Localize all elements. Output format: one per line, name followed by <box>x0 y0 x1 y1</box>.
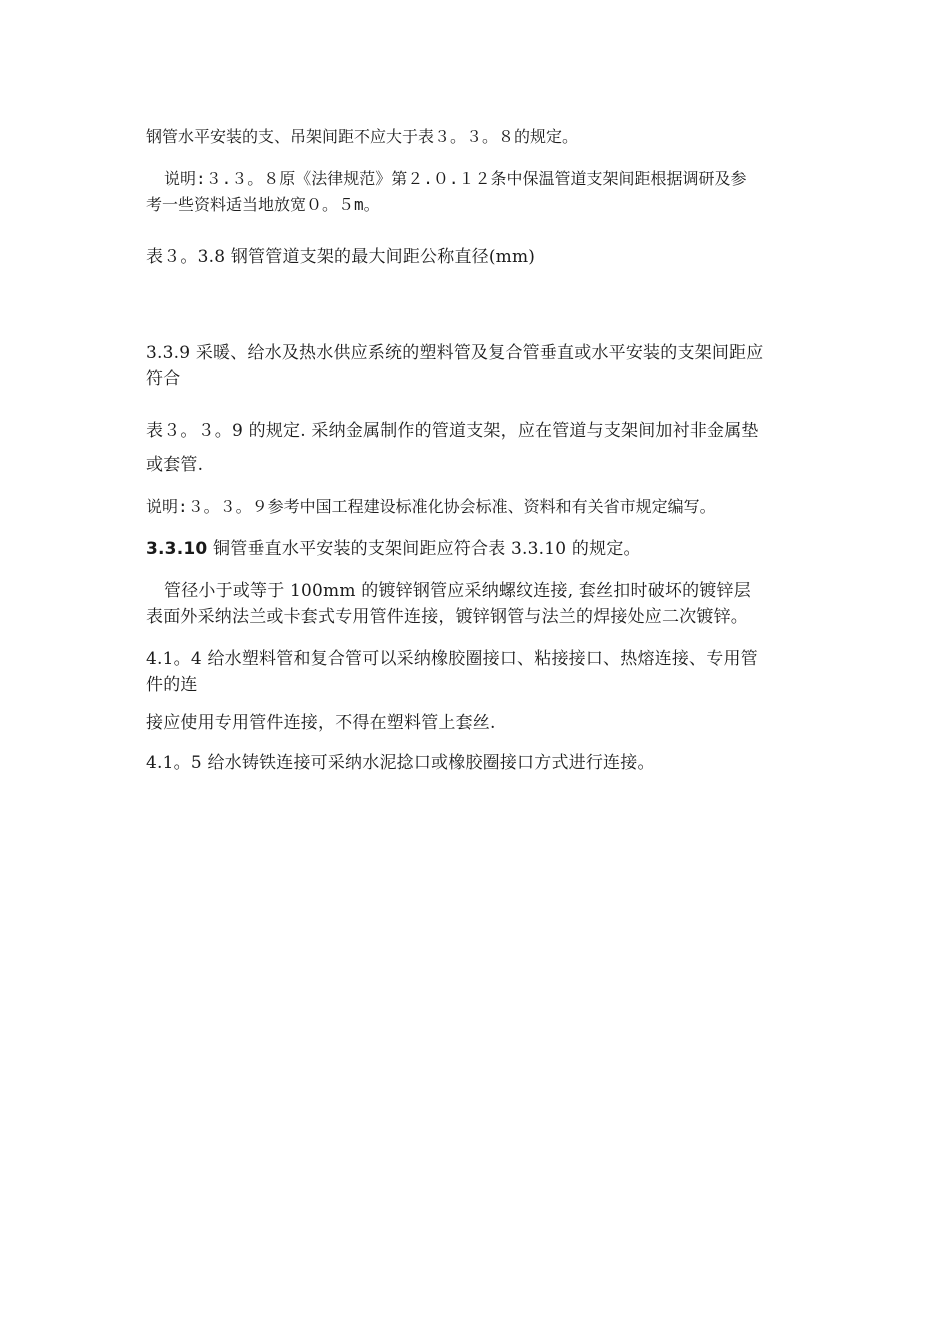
table-3-3-9-rule-line-2: 或套管. <box>146 455 204 475</box>
clause-3-3-10-text: 铜管垂直水平安装的支架间距应符合表 3.3.10 的规定。 <box>207 539 641 559</box>
clause-3-3-10 <box>146 536 816 562</box>
clause-3-3-9-line-2: 符合 <box>146 369 181 389</box>
table-3-3-8-caption: 表３。3.8 钢管管道支架的最大间距公称直径(mm) <box>146 247 536 267</box>
clause-4-1-4-continuation: 接应使用专用管件连接，不得在塑料管上套丝. <box>146 713 496 733</box>
note-3-3-8-line-1: 说明:３.３。８原《法律规范》第２.０.１２条中保温管道支架间距根据调研及参 <box>164 169 747 188</box>
table-3-3-9-rule-line-1: 表３。３。9 的规定. 采纳金属制作的管道支架，应在管道与支架间加衬非金属垫 <box>146 421 759 441</box>
note-3-3-8-line-2: 考一些资料适当地放宽０。５m。 <box>146 195 380 214</box>
clause-3-3-10-number: 3.3.10 <box>146 539 208 559</box>
clause-3-3-9-line-1: 3.3.9 采暖、给水及热水供应系统的塑料管及复合管垂直或水平安装的支架间距应 <box>146 343 764 363</box>
galvanized-pipe-paragraph-line-1: 管径小于或等于 100mm 的镀锌钢管应采纳螺纹连接, 套丝扣时破坏的镀锌层 <box>164 581 751 601</box>
galvanized-pipe-paragraph-line-2: 表面外采纳法兰或卡套式专用管件连接，镀锌钢管与法兰的焊接处应二次镀锌。 <box>146 607 748 627</box>
clause-4-1-4-line-2: 件的连 <box>146 675 198 695</box>
note-3-3-9: 说明:３。３。９参考中国工程建设标准化协会标准、资料和有关省市规定编写。 <box>146 497 716 516</box>
paragraph-steel-pipe-spacing: 钢管水平安装的支、吊架间距不应大于表３。３。８的规定。 <box>146 127 579 146</box>
clause-4-1-5: 4.1。5 给水铸铁连接可采纳水泥捻口或橡胶圈接口方式进行连接。 <box>146 753 655 773</box>
clause-4-1-4-line-1: 4.1。4 给水塑料管和复合管可以采纳橡胶圈接口、粘接接口、热熔连接、专用管 <box>146 649 758 669</box>
